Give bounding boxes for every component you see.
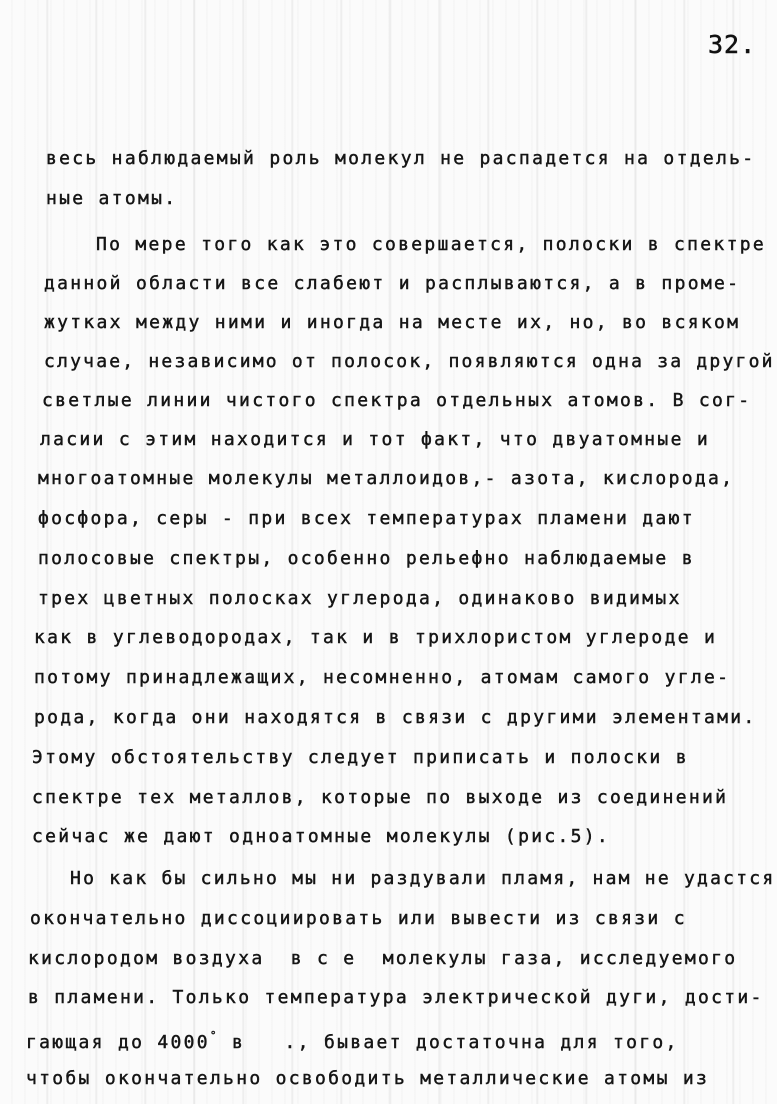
text-line: многоатомные молекулы металлоидов,- азота, кислорода, xyxy=(38,468,735,489)
text-segment: гающая до 4000 xyxy=(26,1032,210,1053)
text-line: светлые линии чистого спектра отдельных атомов. В сог- xyxy=(42,390,752,411)
text-line: трех цветных полосках углерода, одинаково видимых xyxy=(38,588,682,609)
page-number: 32. xyxy=(708,30,757,59)
text-line: случае, независимо от полосок, появляются одна за другой xyxy=(44,351,775,372)
text-line: ласии с этим находится и тот факт, что двуатомные и xyxy=(40,429,710,450)
text-line: Этому обстоятельству следует приписать и полоски в xyxy=(32,747,689,768)
text-line: ные атомы. xyxy=(46,188,178,209)
text-line: как в углеводородах, так и в трихлористом углероде и xyxy=(34,627,718,648)
degree-sign: ° xyxy=(209,1029,219,1042)
text-line xyxy=(26,1030,679,1052)
text-line: По мере того как это совершается, полоски в спектре xyxy=(96,234,766,255)
text-line: кислородом воздуха в с е молекулы газа, исследуемого xyxy=(28,948,738,969)
text-line: в пламени. Только температура электрической дуги, дости- xyxy=(28,987,764,1008)
text-line: жутках между ними и иногда на месте их, но, во всяком xyxy=(44,312,741,333)
text-line: сейчас же дают одноатомные молекулы (рис.5). xyxy=(32,826,611,847)
text-line: полосовые спектры, особенно рельефно наблюдаемые в xyxy=(38,548,695,569)
text-line: данной области все слабеют и расплываются, а в проме- xyxy=(44,273,741,294)
text-line: весь наблюдаемый роль молекул не распадется на отдель- xyxy=(46,148,756,169)
text-line: потому принадлежащих, несомненно, атомам самого угле- xyxy=(34,667,731,688)
text-line: Но как бы сильно мы ни раздували пламя, нам не удастся xyxy=(70,868,776,889)
text-line: окончательно диссоциировать или вывести из связи с xyxy=(30,908,687,929)
text-line: рода, когда они находятся в связи с другими элементами. xyxy=(34,707,757,728)
text-line: спектре тех металлов, которые по выходе из соединений xyxy=(32,787,729,808)
text-line: фосфора, серы - при всех температурах пламени дают xyxy=(38,508,695,529)
text-segment: в ., бывает достаточна для того, xyxy=(218,1032,679,1053)
text-line: чтобы окончательно освободить металлические атомы из xyxy=(26,1068,710,1089)
